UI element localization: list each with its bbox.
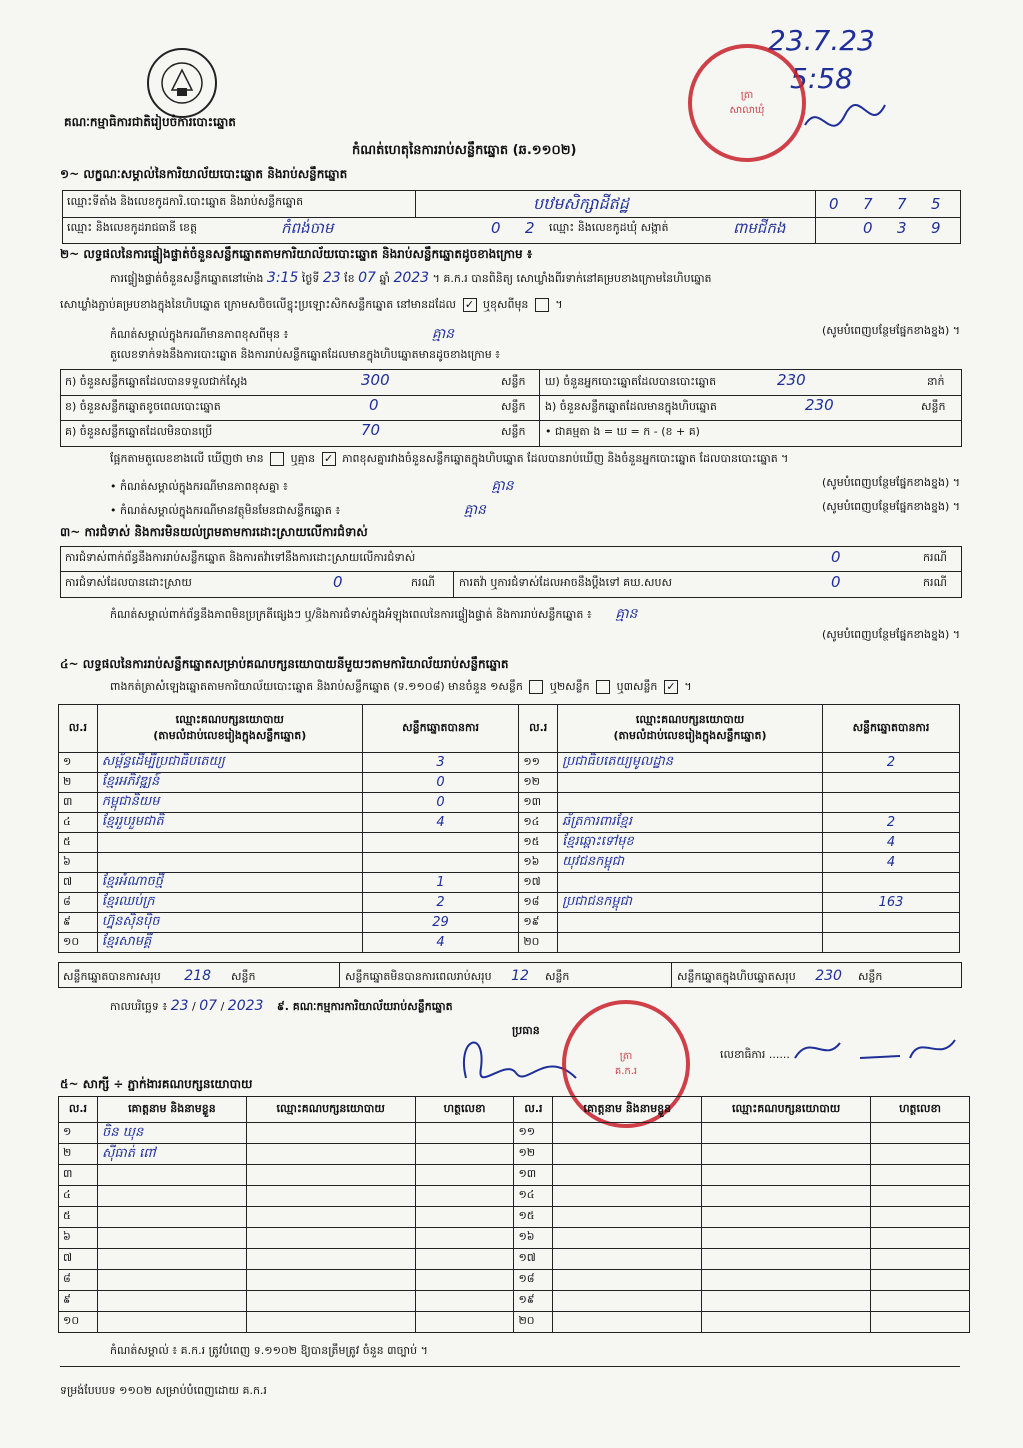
col-party-left: ឈ្មោះគណបក្សនយោបាយ (តាមលំដាប់លេខរៀងក្នុងសន្លឹកឆ្នោត) bbox=[97, 705, 362, 753]
count-d-value: 230 bbox=[777, 371, 806, 389]
party-no: ១២ bbox=[519, 773, 558, 793]
witness-name bbox=[553, 1249, 702, 1270]
party-name: ប្រជាជនកម្ពុជា bbox=[558, 893, 823, 913]
witness-name bbox=[97, 1291, 246, 1312]
objection-r3-label: ការតវ៉ា ឬការជំទាស់ដែលអាចនឹងប្តឹងទៅ គឃ.សបស bbox=[459, 576, 672, 589]
w-col-no-left: ល.រ bbox=[59, 1097, 98, 1123]
objection-r1-value: 0 bbox=[831, 548, 841, 566]
party-no: ១៤ bbox=[519, 813, 558, 833]
party-votes: 4 bbox=[362, 813, 519, 833]
party-votes bbox=[822, 773, 959, 793]
witness-sign bbox=[871, 1270, 970, 1291]
official-seal-bottom-icon: ត្រា គ.ក.រ bbox=[562, 1000, 690, 1128]
footer-form-code: ទម្រង់បែបបទ ១១០២ សម្រាប់បំពេញដោយ គ.ក.រ bbox=[60, 1384, 267, 1397]
col-votes-left: សន្លឹកឆ្នោតបានការ bbox=[362, 705, 519, 753]
party-votes bbox=[822, 933, 959, 953]
handwritten-date-top: 23.7.23 bbox=[768, 24, 875, 57]
party-no: ១៦ bbox=[519, 853, 558, 873]
commune-value: ពាមជីកង bbox=[733, 219, 786, 237]
president-label: ប្រធាន bbox=[512, 1024, 540, 1037]
section1-table bbox=[62, 190, 961, 244]
col-no-left: ល.រ bbox=[59, 705, 98, 753]
w-col-sign-left: ហត្ថលេខា bbox=[415, 1097, 514, 1123]
verify-line: ការផ្ទៀងផ្ទាត់ចំនួនសន្លឹកឆ្នោតនៅម៉ោង 3:15 ថ្ងៃទី 23 ខែ 07 ឆ្នាំ 2023 ។ គ.ក.រ បានពិនិត្យ សោឃ្លាំងពីរទាក់នៅគម្របខាងក្រោមនៃហិបឆ្នោត bbox=[110, 270, 712, 286]
table-row bbox=[59, 873, 960, 893]
party-no: ២ bbox=[59, 773, 98, 793]
location-code-2: 7 bbox=[863, 195, 873, 213]
party-name: ខ្មែររួបរួមជាតិ bbox=[97, 813, 362, 833]
verify-year: 2023 bbox=[393, 270, 430, 286]
verify-day: 23 bbox=[322, 270, 341, 286]
witness-no: ១ bbox=[59, 1123, 98, 1144]
objection-r3-value: 0 bbox=[831, 573, 841, 591]
witness-no: ១៧ bbox=[514, 1249, 553, 1270]
handwritten-time-top: 5:58 bbox=[790, 62, 853, 95]
witness-row bbox=[59, 1312, 970, 1333]
table-row bbox=[59, 913, 960, 933]
witness-row bbox=[59, 1207, 970, 1228]
bullet2-line: • កំណត់សម្គាល់ក្នុងករណីមានវត្ថុមិនមែនជាសន្លឹកឆ្នោត ៖ គ្មាន (សូមបំពេញបន្ថែមផ្នែកខាងខ្នង) ។ bbox=[110, 500, 960, 518]
witness-party bbox=[246, 1144, 415, 1165]
count-a-unit: សន្លឹក bbox=[501, 375, 526, 388]
witness-sign bbox=[415, 1207, 514, 1228]
party-votes bbox=[362, 833, 519, 853]
witness-no: ១៣ bbox=[514, 1165, 553, 1186]
witness-row bbox=[59, 1165, 970, 1186]
witness-sign bbox=[415, 1249, 514, 1270]
party-votes: 163 bbox=[822, 893, 959, 913]
party-votes bbox=[822, 913, 959, 933]
party-name bbox=[558, 913, 823, 933]
commune-code-1: 0 bbox=[863, 219, 873, 237]
results-table bbox=[58, 704, 960, 953]
witness-party bbox=[702, 1123, 871, 1144]
witness-row bbox=[59, 1249, 970, 1270]
party-votes bbox=[822, 793, 959, 813]
party-no: ៨ bbox=[59, 893, 98, 913]
w-col-party-right: ឈ្មោះគណបក្សនយោបាយ bbox=[702, 1097, 871, 1123]
witness-party bbox=[246, 1123, 415, 1144]
commune-code-3: 9 bbox=[931, 219, 941, 237]
w-col-party-left: ឈ្មោះគណបក្សនយោបាយ bbox=[246, 1097, 415, 1123]
count-e-value: 230 bbox=[805, 396, 834, 414]
party-no: ៣ bbox=[59, 793, 98, 813]
witness-party bbox=[702, 1249, 871, 1270]
witness-party bbox=[246, 1165, 415, 1186]
party-no: ៧ bbox=[59, 873, 98, 893]
witness-name bbox=[553, 1165, 702, 1186]
date-line: កាលបរិច្ឆេទ ៖ 23 / 07 / 2023 ៩. គណៈកម្មការការិយាល័យរាប់សន្លឹកឆ្នោត bbox=[110, 998, 453, 1014]
party-name: សម្ព័ន្ធដើម្បីប្រជាធិបតេយ្យ bbox=[97, 753, 362, 773]
col-no-right: ល.រ bbox=[519, 705, 558, 753]
table-row bbox=[59, 833, 960, 853]
seal-line: សោឃ្លាំងភ្ជាប់គម្របខាងក្នុងនៃហិបឆ្នោត ក្រោមសចិចលើខ្នុះប្រឡោះសិកសន្លឹកឆ្នោត នៅមានដដែល ✓ ឬខុសពីមុន ។ bbox=[60, 298, 563, 311]
table-row bbox=[59, 933, 960, 953]
witness-no: ២ bbox=[59, 1144, 98, 1165]
objection-r2-value: 0 bbox=[333, 573, 343, 591]
witness-no: ១០ bbox=[59, 1312, 98, 1333]
witness-party bbox=[702, 1291, 871, 1312]
witness-sign bbox=[415, 1123, 514, 1144]
witness-party bbox=[702, 1207, 871, 1228]
witness-no: ១៨ bbox=[514, 1270, 553, 1291]
witness-row bbox=[59, 1186, 970, 1207]
no-diff-checkbox[interactable]: ✓ bbox=[322, 452, 336, 466]
party-name: ខ្មែរឆ្ពោះទៅមុខ bbox=[558, 833, 823, 853]
party-no: ៩ bbox=[59, 913, 98, 933]
witness-no: ៩ bbox=[59, 1291, 98, 1312]
witness-sign bbox=[871, 1249, 970, 1270]
witness-sign bbox=[871, 1207, 970, 1228]
party-votes: 3 bbox=[362, 753, 519, 773]
w-col-sign-right: ហត្ថលេខា bbox=[871, 1097, 970, 1123]
party-votes: 2 bbox=[362, 893, 519, 913]
party-name bbox=[558, 793, 823, 813]
section3-title: ៣~ ការជំទាស់ និងការមិនយល់ព្រមតាមការដោះស្រាយលើការជំទាស់ bbox=[60, 525, 368, 539]
party-name: កម្ពុជានិយម bbox=[97, 793, 362, 813]
witness-no: ១១ bbox=[514, 1123, 553, 1144]
two-sheet-checkbox[interactable] bbox=[596, 680, 610, 694]
footer-note: កំណត់សម្គាល់ ៖ គ.ក.រ ត្រូវបំពេញ ទ.១១០២ ឱ្យបានត្រឹមត្រូវ ចំនួន ៣ច្បាប់ ។ bbox=[110, 1344, 428, 1357]
witness-no: ៧ bbox=[59, 1249, 98, 1270]
w-col-no-right: ល.រ bbox=[514, 1097, 553, 1123]
location-code-3: 7 bbox=[897, 195, 907, 213]
witness-name bbox=[553, 1144, 702, 1165]
count-b-unit: សន្លឹក bbox=[501, 400, 526, 413]
witness-party bbox=[702, 1165, 871, 1186]
witness-party bbox=[246, 1270, 415, 1291]
witness-name bbox=[553, 1270, 702, 1291]
party-no: ២០ bbox=[519, 933, 558, 953]
count-c-label: គ) ចំនួនសន្លឹកឆ្នោតដែលមិនបានប្រើ bbox=[65, 425, 213, 438]
party-name bbox=[97, 853, 362, 873]
party-no: ១០ bbox=[59, 933, 98, 953]
witness-row bbox=[59, 1270, 970, 1291]
verify-time: 3:15 bbox=[266, 270, 299, 286]
witness-name bbox=[97, 1165, 246, 1186]
count-c-unit: សន្លឹក bbox=[501, 425, 526, 438]
party-votes bbox=[362, 853, 519, 873]
witness-no: ១៤ bbox=[514, 1186, 553, 1207]
witness-party bbox=[702, 1312, 871, 1333]
same-checkbox[interactable]: ✓ bbox=[463, 298, 477, 312]
witness-row bbox=[59, 1228, 970, 1249]
party-name: ឆ័ត្រការពារខ្មែរ bbox=[558, 813, 823, 833]
witness-sign bbox=[871, 1186, 970, 1207]
witness-no: ៣ bbox=[59, 1165, 98, 1186]
party-no: ១ bbox=[59, 753, 98, 773]
party-votes: 4 bbox=[822, 853, 959, 873]
witness-sign bbox=[415, 1228, 514, 1249]
witness-no: ៥ bbox=[59, 1207, 98, 1228]
witness-party bbox=[246, 1291, 415, 1312]
counts-intro: តួលេខទាក់ទងនឹងការបោះឆ្នោត និងការរាប់សន្លឹកឆ្នោតដែលមានក្នុងហិបឆ្នោតមានដូចខាងក្រោម ៖ bbox=[110, 348, 501, 361]
official-seal-top-icon: ត្រា សាលាឃុំ bbox=[688, 44, 806, 162]
party-name bbox=[558, 873, 823, 893]
party-no: ១៨ bbox=[519, 893, 558, 913]
secretary-signature-icon bbox=[790, 1028, 960, 1072]
party-name: ប្រជាធិបតេយ្យមូលដ្ឋាន bbox=[558, 753, 823, 773]
col-votes-right: សន្លឹកឆ្នោតបានការ bbox=[822, 705, 959, 753]
witness-sign bbox=[871, 1291, 970, 1312]
witness-party bbox=[246, 1186, 415, 1207]
verify-month: 07 bbox=[358, 270, 376, 286]
witness-sign bbox=[415, 1165, 514, 1186]
objection-r2-label: ការជំទាស់ដែលបានដោះស្រាយ bbox=[65, 576, 192, 589]
party-no: ១១ bbox=[519, 753, 558, 773]
party-name: យុវជនកម្ពុជា bbox=[558, 853, 823, 873]
party-votes bbox=[822, 873, 959, 893]
witness-party bbox=[702, 1270, 871, 1291]
objection-r2-unit: ករណី bbox=[411, 576, 435, 589]
count-b-label: ខ) ចំនួនសន្លឹកឆ្នោតខូចពេលបោះឆ្នោត bbox=[65, 400, 221, 413]
witness-sign bbox=[871, 1144, 970, 1165]
witness-no: ៤ bbox=[59, 1186, 98, 1207]
witness-row bbox=[59, 1144, 970, 1165]
count-b-value: 0 bbox=[369, 396, 379, 414]
one-sheet-checkbox[interactable] bbox=[529, 680, 543, 694]
invalid-total: សន្លឹកឆ្នោតមិនបានការពេលរាប់សរុប 12 សន្លឹក bbox=[345, 968, 570, 984]
location-value: បឋមសិក្សាដីឥដ្ឋ bbox=[533, 194, 629, 213]
form-title: កំណត់ហេតុនៃការរាប់សន្លឹកឆ្នោត (ឆ.១១០២) bbox=[352, 143, 577, 158]
w-col-name-left: គោត្តនាម និងនាមខ្លួន bbox=[97, 1097, 246, 1123]
location-code-1: 0 bbox=[829, 195, 839, 213]
count-a-value: 300 bbox=[361, 371, 390, 389]
witness-name bbox=[97, 1249, 246, 1270]
witness-no: ១៥ bbox=[514, 1207, 553, 1228]
count-e-unit: សន្លឹក bbox=[921, 400, 946, 413]
witness-party bbox=[246, 1249, 415, 1270]
party-votes: 2 bbox=[822, 813, 959, 833]
witness-name bbox=[553, 1312, 702, 1333]
objection-fill-back: (សូមបំពេញបន្ថែមផ្នែកខាងខ្នង) ។ bbox=[821, 628, 960, 641]
party-votes: 0 bbox=[362, 793, 519, 813]
diff-note-line: កំណត់សម្គាល់ក្នុងករណីមានភាពខុសពីមុន ៖ គ្មាន (សូមបំពេញបន្ថែមផ្នែកខាងខ្នង) ។ bbox=[110, 324, 960, 342]
witness-sign bbox=[415, 1312, 514, 1333]
witness-sign bbox=[415, 1144, 514, 1165]
party-name: ហ្វ៊ុនស៊ិនប៉ិច bbox=[97, 913, 362, 933]
compare-line: ផ្អែកតាមតួលេខខាងលើ ឃើញថា មាន ឬគ្មាន ✓ ភាពខុសគ្នារវាងចំនួនសន្លឹកឆ្នោតក្នុងហិបឆ្នោត ដែលបានរាប់ឃើញ និងចំនួនអ្នកបោះឆ្នោត ដែលបានបោះឆ្នោត ។ bbox=[110, 452, 789, 465]
nec-logo bbox=[147, 48, 217, 118]
witness-no: ៨ bbox=[59, 1270, 98, 1291]
party-votes: 4 bbox=[822, 833, 959, 853]
count-c-value: 70 bbox=[361, 421, 381, 439]
province-value: កំពង់ចាម bbox=[281, 219, 334, 237]
objections-table bbox=[60, 546, 962, 598]
party-no: ១៣ bbox=[519, 793, 558, 813]
witness-name bbox=[553, 1123, 702, 1144]
party-votes: 4 bbox=[362, 933, 519, 953]
witness-party bbox=[246, 1228, 415, 1249]
party-votes: 29 bbox=[362, 913, 519, 933]
witness-name: ចិន ឃុន bbox=[97, 1123, 246, 1144]
witness-name bbox=[553, 1291, 702, 1312]
witness-table bbox=[58, 1096, 970, 1333]
witness-party bbox=[702, 1144, 871, 1165]
section5-title: ៥~ សាក្សី ÷ ភ្នាក់ងារគណបក្សនយោបាយ bbox=[60, 1077, 253, 1091]
box-total: សន្លឹកឆ្នោតក្នុងហិបឆ្នោតសរុប 230 សន្លឹក bbox=[677, 968, 883, 984]
witness-name: ស៊ីធាត់ ពៅ bbox=[97, 1144, 246, 1165]
table-row bbox=[59, 853, 960, 873]
province-label: ឈ្មោះ និងលេខកូដរាជធានី ខេត្ត bbox=[67, 221, 197, 234]
count-d-unit: នាក់ bbox=[927, 375, 945, 388]
bullet1-line: • កំណត់សម្គាល់ក្នុងករណីមានភាពខុសគ្នា ៖ គ្មាន (សូមបំពេញបន្ថែមផ្នែកខាងខ្នង) ។ bbox=[110, 476, 960, 494]
secretary-line: លេខាធិការ ...... bbox=[720, 1048, 790, 1061]
location-label: ឈ្មោះទីតាំង និងលេខកូដការិ.បោះឆ្នោត និងរាប់សន្លឹកឆ្នោត bbox=[67, 195, 304, 208]
col-party-right: ឈ្មោះគណបក្សនយោបាយ (តាមលំដាប់លេខរៀងក្នុងសន្លឹកឆ្នោត) bbox=[558, 705, 823, 753]
valid-total: សន្លឹកឆ្នោតបានការសរុប 218 សន្លឹក bbox=[63, 968, 256, 984]
location-code-4: 5 bbox=[931, 195, 941, 213]
witness-name bbox=[97, 1228, 246, 1249]
witness-sign bbox=[871, 1123, 970, 1144]
section2-title: ២~ លទ្ធផលនៃការផ្ទៀងផ្ទាត់ចំនួនសន្លឹកឆ្នោតតាមការិយាល័យបោះឆ្នោត និងរាប់សន្លឹកឆ្នោតដូចខាងក្រោម ៖ bbox=[60, 247, 533, 261]
party-name: ខ្មែរអំណាចថ្មី bbox=[97, 873, 362, 893]
witness-name bbox=[553, 1207, 702, 1228]
party-name bbox=[558, 773, 823, 793]
party-no: ១៩ bbox=[519, 913, 558, 933]
count-formula: • ជាគម្មតា ង = ឃ = ក - (ខ + គ) bbox=[545, 425, 700, 438]
witness-name bbox=[553, 1186, 702, 1207]
party-votes: 2 bbox=[822, 753, 959, 773]
witness-no: ១៦ bbox=[514, 1228, 553, 1249]
witness-sign bbox=[415, 1270, 514, 1291]
changed-checkbox[interactable] bbox=[535, 298, 549, 312]
party-votes: 0 bbox=[362, 773, 519, 793]
witness-row bbox=[59, 1291, 970, 1312]
table-row bbox=[59, 773, 960, 793]
witness-name bbox=[97, 1186, 246, 1207]
witness-name bbox=[553, 1228, 702, 1249]
party-name bbox=[558, 933, 823, 953]
w-col-name-right: គោត្តនាម និងនាមខ្លួន bbox=[553, 1097, 702, 1123]
witness-sign bbox=[415, 1186, 514, 1207]
witness-no: ១៩ bbox=[514, 1291, 553, 1312]
party-no: ៦ bbox=[59, 853, 98, 873]
witness-party bbox=[246, 1312, 415, 1333]
has-diff-checkbox[interactable] bbox=[270, 452, 284, 466]
witness-sign bbox=[871, 1165, 970, 1186]
party-no: ១៧ bbox=[519, 873, 558, 893]
totals-row bbox=[58, 962, 962, 988]
count-a-label: ក) ចំនួនសន្លឹកឆ្នោតដែលបានទទួលជាក់ស្តែង bbox=[65, 375, 248, 388]
table-row bbox=[59, 793, 960, 813]
party-name bbox=[97, 833, 362, 853]
posted-line: ពាងកត់ត្រាសំឡេងឆ្នោតតាមការិយាល័យបោះឆ្នោត និងរាប់សន្លឹកឆ្នោត (ទ.១១០៨) មានចំនួន ១សន្លឹក ឬ២សន្លឹក ឬ៣សន្លឹក ✓ ។ bbox=[110, 680, 692, 693]
witness-sign bbox=[871, 1312, 970, 1333]
counts-table bbox=[60, 369, 962, 447]
table-row bbox=[59, 753, 960, 773]
witness-row bbox=[59, 1123, 970, 1144]
table-row bbox=[59, 813, 960, 833]
objection-r1-unit: ករណី bbox=[923, 551, 947, 564]
party-name: ខ្មែរអភិវឌ្ឍន៍ bbox=[97, 773, 362, 793]
objection-note-line: កំណត់សម្គាល់ពាក់ព័ន្ធនឹងភាពមិនប្រក្រតីផ្សេងៗ ឬ/និងការជំទាស់ក្នុងអំឡុងពេលនៃការផ្ទៀងផ្ទាត់ និងការរាប់សន្លឹកឆ្នោត ៖ គ្មាន bbox=[110, 606, 638, 622]
commune-label: ឈ្មោះ និងលេខកូដឃុំ សង្កាត់ bbox=[549, 221, 669, 234]
three-sheet-checkbox[interactable]: ✓ bbox=[664, 680, 678, 694]
witness-name bbox=[97, 1207, 246, 1228]
signature-top-icon bbox=[800, 95, 890, 154]
section1-title: ១~ លក្ខណៈសម្គាល់នៃការិយាល័យបោះឆ្នោត និងរាប់សន្លឹកឆ្នោត bbox=[60, 167, 348, 181]
objection-r1-label: ការជំទាស់ពាក់ព័ន្ធនឹងការរាប់សន្លឹកឆ្នោត និងការតវ៉ាទៅនឹងការដោះស្រាយលើការជំទាស់ bbox=[65, 551, 416, 564]
commune-code-2: 3 bbox=[897, 219, 907, 237]
party-votes: 1 bbox=[362, 873, 519, 893]
section4-title: ៤~ លទ្ធផលនៃការរាប់សន្លឹកឆ្នោតសម្រាប់គណបក្សនយោបាយនីមួយៗតាមការិយាល័យរាប់សន្លឹកឆ្នោត bbox=[60, 657, 509, 671]
party-no: ១៥ bbox=[519, 833, 558, 853]
org-name: គណៈកម្មាធិការជាតិរៀបចំការបោះឆ្នោត bbox=[64, 115, 236, 129]
count-e-label: ង) ចំនួនសន្លឹកឆ្នោតដែលមានក្នុងហិបឆ្នោត bbox=[545, 400, 717, 413]
table-row bbox=[59, 893, 960, 913]
witness-no: ៦ bbox=[59, 1228, 98, 1249]
witness-sign bbox=[415, 1291, 514, 1312]
party-name: ខ្មែរឈប់ក្រ bbox=[97, 893, 362, 913]
witness-no: ១២ bbox=[514, 1144, 553, 1165]
witness-party bbox=[702, 1186, 871, 1207]
objection-r3-unit: ករណី bbox=[923, 576, 947, 589]
witness-party bbox=[246, 1207, 415, 1228]
province-code-2: 2 bbox=[525, 219, 535, 237]
witness-name bbox=[97, 1270, 246, 1291]
party-no: ៤ bbox=[59, 813, 98, 833]
witness-sign bbox=[871, 1228, 970, 1249]
witness-no: ២០ bbox=[514, 1312, 553, 1333]
province-code-1: 0 bbox=[491, 219, 501, 237]
party-no: ៥ bbox=[59, 833, 98, 853]
party-name: ខ្មែរសាមគ្គី bbox=[97, 933, 362, 953]
witness-party bbox=[702, 1228, 871, 1249]
count-d-label: ឃ) ចំនួនអ្នកបោះឆ្នោតដែលបានបោះឆ្នោត bbox=[545, 375, 717, 388]
witness-name bbox=[97, 1312, 246, 1333]
